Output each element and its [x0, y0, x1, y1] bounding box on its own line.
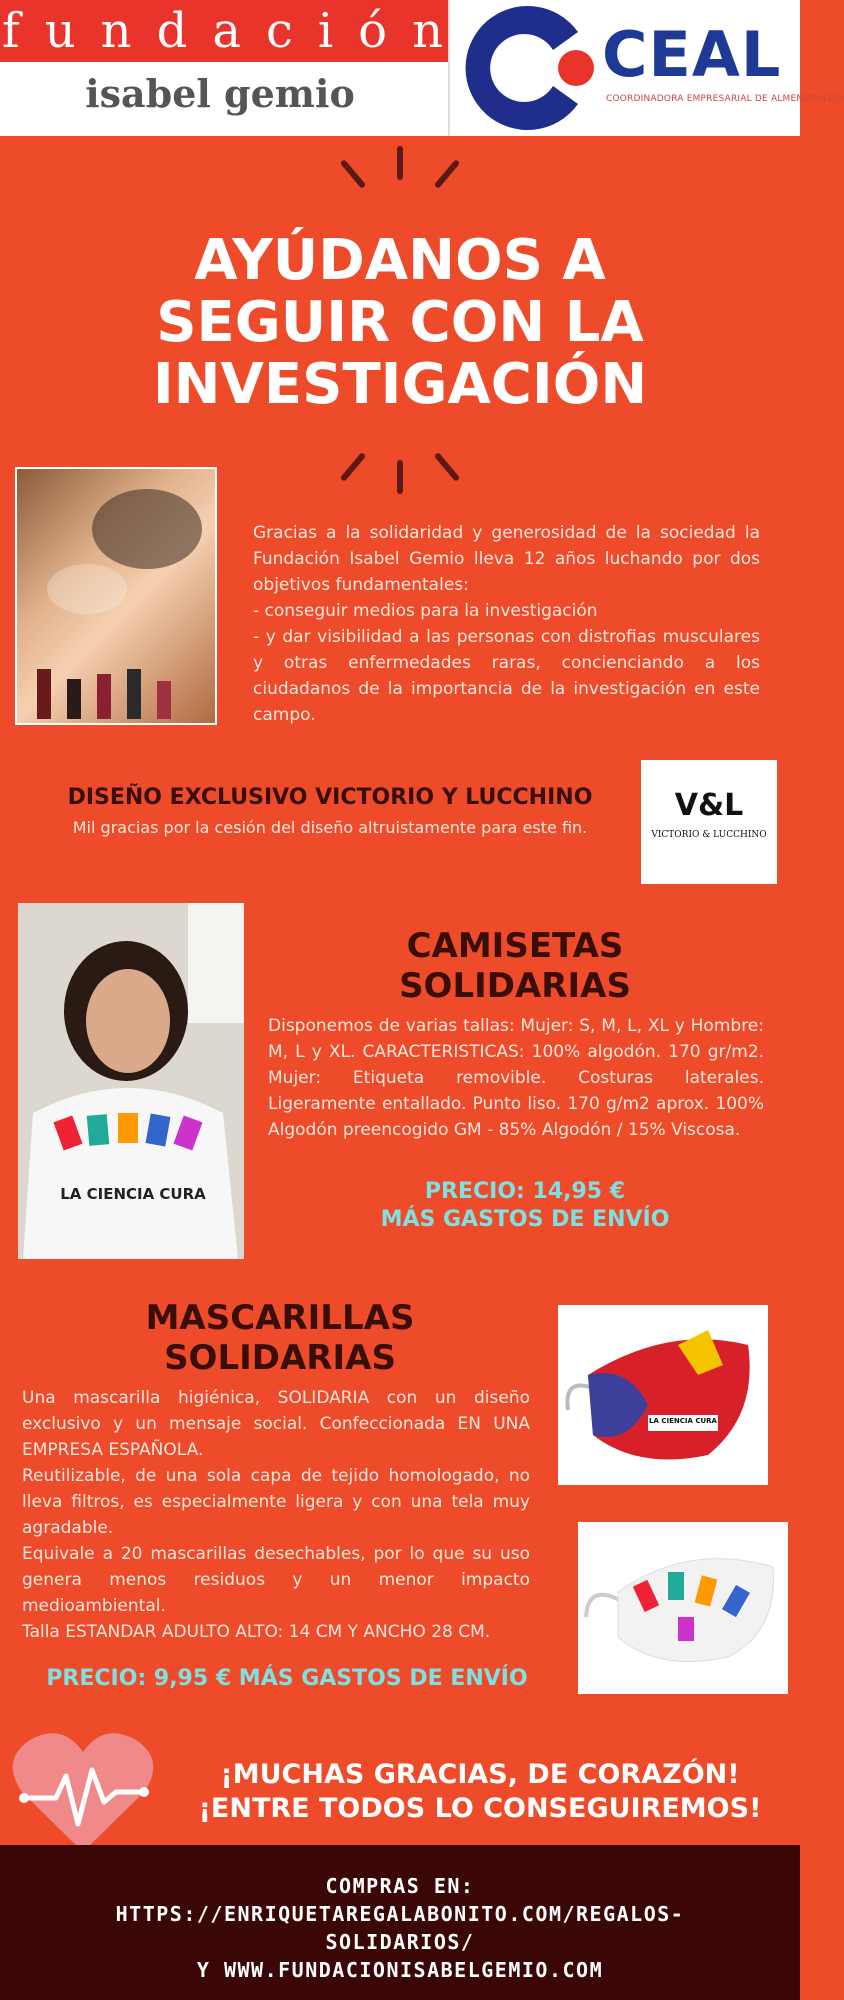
shirt-photo — [18, 903, 244, 1259]
mask-1-print-text: LA CIENCIA CURA — [649, 1417, 717, 1425]
ray-bottom-left — [340, 452, 366, 482]
masks-paragraph-2: Reutilizable, de una sola capa de tejido homologado, no lleva filtros, es especialmente ligera y con una tela muy agradable. — [22, 1466, 530, 1538]
vl-logo-main: V&L — [674, 788, 744, 823]
ceal-logo — [448, 0, 844, 136]
ray-bottom-center — [397, 460, 403, 494]
thanks-line1: ¡MUCHAS GRACIAS, DE CORAZÓN! — [220, 1759, 740, 1790]
shirts-price — [300, 1178, 750, 1234]
heart-icon — [12, 1730, 154, 1856]
masks-text — [22, 1385, 530, 1645]
hero-title-line2: SEGUIR CON LA — [156, 290, 644, 355]
intro-paragraph-3: - y dar visibilidad a las personas con distrofias musculares y otras enfermedades raras, concienciando a los ciudadanos de la importancia de la investigación en este campo. — [253, 627, 760, 725]
masks-heading-line1: MASCARILLAS — [145, 1298, 415, 1338]
vl-logo-sub: VICTORIO & LUCCHINO — [651, 830, 767, 840]
shirts-heading — [310, 926, 720, 1006]
footer-link-regalos-cont[interactable]: SOLIDARIOS/ — [325, 1930, 475, 1954]
fundacion-wordmark: fundación — [0, 0, 448, 62]
design-heading: DISEÑO EXCLUSIVO VICTORIO Y LUCCHINO — [67, 785, 593, 810]
masks-paragraph-4: Talla ESTANDAR ADULTO ALTO: 14 CM Y ANCHO 28 CM. — [22, 1622, 491, 1642]
footer-line1: COMPRAS EN: — [325, 1874, 475, 1898]
header — [0, 0, 844, 136]
shirt-print-text: LA CIENCIA CURA — [60, 1185, 206, 1203]
hero-title-line3: INVESTIGACIÓN — [152, 352, 648, 417]
shirts-text: Disponemos de varias tallas: Mujer: S, M, L, XL y Hombre: M, L y XL. CARACTERISTICAS: 100% algodón. 170 gr/m2. Mujer: Etiqueta removible. Costuras laterales. Ligeramente entallado. Punto liso. 170 g/m2 aprox. 100% Algodón preencogido GM - 85% Algodón / 15% Viscosa. — [268, 1016, 764, 1140]
research-photo — [15, 467, 217, 725]
ceal-text: CEAL — [602, 18, 782, 91]
mask-photo-1-art — [558, 1305, 768, 1485]
design-subtitle: Mil gracias por la cesión del diseño altruistamente para este fin. — [72, 818, 588, 837]
ceal-subtitle: COORDINADORA EMPRESARIAL DE ALMENDRALEJO — [606, 94, 844, 104]
masks-paragraph-3: Equivale a 20 mascarillas desechables, por lo que su uso genera menos residuos y un menor impacto medioambiental. — [22, 1544, 530, 1616]
thanks-line2: ¡ENTRE TODOS LO CONSEGUIREMOS! — [198, 1793, 762, 1824]
hero-title — [60, 230, 740, 416]
intro-text — [253, 520, 760, 728]
shirt-photo-art — [18, 903, 244, 1259]
footer — [0, 1845, 800, 2000]
ray-bottom-right — [434, 452, 460, 482]
mask-photo-1 — [558, 1305, 768, 1485]
hero-title-line1: AYÚDANOS A — [194, 228, 606, 293]
intro-paragraph-1: Gracias a la solidaridad y generosidad de la sociedad la Fundación Isabel Gemio lleva 12 años luchando por dos objetivos fundamentales: — [253, 523, 760, 595]
masks-heading — [60, 1298, 500, 1378]
masks-price: PRECIO: 9,95 € MÁS GASTOS DE ENVÍO — [46, 1666, 528, 1691]
footer-link-fundacion[interactable]: Y WWW.FUNDACIONISABELGEMIO.COM — [196, 1958, 604, 1982]
shirts-heading-line2: SOLIDARIAS — [399, 966, 631, 1006]
fundacion-name: isabel gemio — [85, 71, 355, 116]
thanks-message — [180, 1758, 780, 1826]
ray-top-center — [397, 146, 403, 180]
mask-photo-2-art — [578, 1522, 788, 1694]
masks-paragraph-1: Una mascarilla higiénica, SOLIDARIA con un diseño exclusivo y un mensaje social. Confeccionada EN UNA EMPRESA ESPAÑOLA. — [22, 1388, 530, 1460]
footer-link-regalos[interactable]: HTTPS://ENRIQUETAREGALABONITO.COM/REGALOS- — [115, 1902, 685, 1926]
shirts-heading-line1: CAMISETAS — [406, 926, 624, 966]
intro-paragraph-2: - conseguir medios para la investigación — [253, 601, 598, 621]
masks-heading-line2: SOLIDARIAS — [164, 1338, 396, 1378]
ray-top-left — [340, 159, 366, 189]
shirts-price-line2: MÁS GASTOS DE ENVÍO — [380, 1207, 670, 1232]
mask-photo-2 — [578, 1522, 788, 1694]
ceal-c-icon — [458, 2, 608, 134]
ray-top-right — [434, 159, 460, 189]
shirts-price-line1: PRECIO: 14,95 € — [424, 1179, 626, 1204]
research-photo-art — [17, 469, 215, 723]
victorio-lucchino-logo — [641, 760, 777, 884]
